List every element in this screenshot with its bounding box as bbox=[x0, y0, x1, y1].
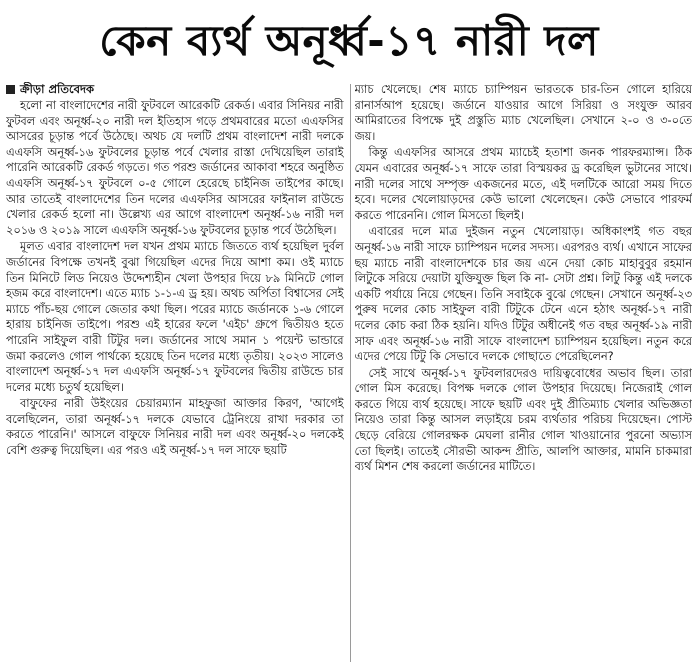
paragraph: এবারের দলে মাত্র দুইজন নতুন খেলোয়াড়। অধিকাংশই গত বছর অনূর্ধ্ব-১৬ নারী সাফে চ্যাম্পিয়ন দলের সদস্য। এরপরও ব্যর্থ। এখানে সাফের ছয় ম্যাচে নারী বাংলাদেশকে চার জয় এনে দেয়া কোচ মাহাবুবুর রহমান লিটুকে সরিয়ে দেয়াটা যুক্তিযুক্ত ছিল কি না- সেটা প্রশ্ন। লিটু কিন্তু এই দলকে একটি পর্যায়ে নিয়ে গেছেন। তিনি সবাইকে বুঝে গেছেন। সেখানে অনূর্ধ্ব-২৩ পুরুষ দলের কোচ সাইফুল বারী টিটুকে টেনে এনে হঠাৎ অনূর্ধ্ব-১৭ নারী দলের কোচ করা ঠিক হয়নি। যদিও টিটুর অধীনেই গত বছর অনূর্ধ্ব-১৯ নারী সাফ এবং অনূর্ধ্ব-১৬ নারী সাফে বাংলাদেশ চ্যাম্পিয়ন হয়েছিল। নতুন করে এদের পেয়ে টিটু কি সেভাবে দলকে গোছাতে পেরেছিলেন? bbox=[354, 225, 692, 364]
paragraph: কিন্তু এএফসির আসরে প্রথম ম্যাচেই হতাশা জনক পারফরম্যান্স। ঠিক যেমন এবারের অনূর্ধ্ব-১৭ সাফে তারা বিস্ময়কর ড্র করেছিল ভুটানের সাথে। নারী দলের সাথে সম্পৃক্ত একজনের মতে, এই দলটিকে আরো সময় দিতে হবে। দলের খেলোয়াড়দের কেউ ভালো খেলেছেন। কেউ সেভাবে পারফর্ম করতে পারেননি। গোল মিসতো ছিলই। bbox=[354, 146, 692, 222]
byline-square-icon bbox=[6, 85, 15, 94]
byline bbox=[6, 82, 344, 97]
paragraph: মূলত এবার বাংলাদেশ দল যখন প্রথম ম্যাচে জিততে ব্যর্থ হয়েছিল দুর্বল জর্ডানের বিপক্ষে তখনই বুঝা গিয়েছিল এদের দিয়ে আশা কম। ওই ম্যাচে তিন মিনিটে লিড নিয়েও উদ্দেশ্যহীন খেলা উপহার দিয়ে ৮৯ মিনিটে গোল হজম করে বাংলাদেশ। এতে ম্যাচ ১-১-এ ড্র হয়। অথচ অর্পিতা বিশ্বাসের সেই ম্যাচে পাঁচ-ছয় গোলে জেতার কথা ছিল। পরের ম্যাচে জর্ডানকে ১-৬ গোলে হারায় চাইনিজ তাইপে। পরশু এই হারের ফলে 'এইচ' গ্রুপে দ্বিতীয়ও হতে পারেনি সাইফুল বারী টিটুর দল। জর্ডানের সাথে সমান ১ পয়েন্ট ভান্ডারে জমা করলেও গোল পার্থক্যে হয়েছে তিন দলের মধ্যে তৃতীয়। ২০২৩ সালেও বাংলাদেশ অনূর্ধ্ব-১৭ দল এএফসি অনূর্ধ্ব-১৭ ফুটবলের দ্বিতীয় রাউন্ডে চার দলের মধ্যে চতুর্থ হয়েছিল। bbox=[6, 240, 344, 394]
article-headline: কেন ব্যর্থ অনূর্ধ্ব-১৭ নারী দল bbox=[99, 15, 599, 65]
right-column bbox=[355, 82, 693, 662]
article-body bbox=[6, 82, 692, 662]
paragraph: হলো না বাংলাদেশের নারী ফুটবলে আরেকটি রেকর্ড। এবার সিনিয়র নারী ফুটবল এবং অনূর্ধ্ব-২০ নারী দল ইতিহাস গড়ে প্রথমবারের মতো এএফসির আসরের চূড়ান্ত পর্বে উঠেছে। অথচ যে দলটি প্রথম বাংলাদেশ নারী দলকে এএফসি অনূর্ধ্ব-১৬ ফুটবলের চূড়ান্ত পর্বে খেলার রাস্তা দেখিয়েছিল তারাই পারেনি আরেকটি রেকর্ড গড়তে। গত পরশু জর্ডানের আকাবা শহরে অনুষ্ঠিত এএফসি অনূর্ধ্ব-১৭ ফুটবলে ০-৫ গোলে হেরেছে চাইনিজ তাইপের কাছে। আর তাতেই বাংলাদেশের তিন দলের এএফসির আসরের ফাইনাল রাউন্ডে খেলার রেকর্ড হলো না। উল্লেখ্য এর আগে বাংলাদেশ অনূর্ধ্ব-১৬ নারী দল ২০১৬ ও ২০১৯ সালে এএফসি অনূর্ধ্ব-১৬ ফুটবলের চূড়ান্ত পর্বে উঠেছিল। bbox=[6, 99, 344, 237]
left-column bbox=[6, 82, 350, 662]
column-divider bbox=[350, 84, 351, 662]
paragraph: বাফুফের নারী উইংয়ের চেয়ারম্যান মাহফুজা আক্তার কিরণ, 'আগেই বলেছিলেন, তারা অনূর্ধ্ব-১৭ দলকে যেভাবে ট্রেনিংয়ে রাখা দরকার তা করতে পারেনি।' আসলে বাফুফে সিনিয়র নারী দল এবং অনূর্ধ্ব-২০ দলকেই বেশি গুরুত্ব দিয়েছিল। এর পরও এই অনূর্ধ্ব-১৭ দল সাফে ছয়টি bbox=[6, 397, 344, 458]
byline-text: ক্রীড়া প্রতিবেদক bbox=[20, 82, 95, 96]
paragraph: সেই সাথে অনূর্ধ্ব-১৭ ফুটবলারদেরও দায়িত্ববোধের অভাব ছিল। তারা গোল মিস করেছে। বিপক্ষ দলকে গোল উপহার দিয়েছে। নিজেরাই গোল করতে গিয়ে ব্যর্থ হয়েছে। সাফে ছয়টি এবং দুই প্রীতিম্যাচ খেলার অভিজ্ঞতা নিয়েও তারা কিন্তু আসল লড়াইয়ে চরম ব্যর্থতার পরিচয় দিয়েছেন। পোস্ট ছেড়ে বেরিয়ে গোলরক্ষক মেঘলা রানীর গোল খাওয়ানোর পুরনো অভ্যাস তো ছিলই। তাতেই সৌরভী আকন্দ প্রীতি, আলপি আক্তার, মামনি চাকমারা ব্যর্থ মিশন শেষ করলো জর্ডানের মাটিতে। bbox=[354, 366, 692, 474]
paragraph: ম্যাচ খেলেছে। শেষ ম্যাচে চ্যাম্পিয়ন ভারতকে চার-তিন গোলে হারিয়ে রানার্সআপ হয়েছে। জর্ডানে যাওয়ার আগে সিরিয়া ও সংযুক্ত আরব আমিরাতের বিপক্ষে দুই প্রস্তুতি ম্যাচ খেলেছিল। সেখানে ২-০ ও ৩-০তে জয়। bbox=[354, 83, 692, 143]
